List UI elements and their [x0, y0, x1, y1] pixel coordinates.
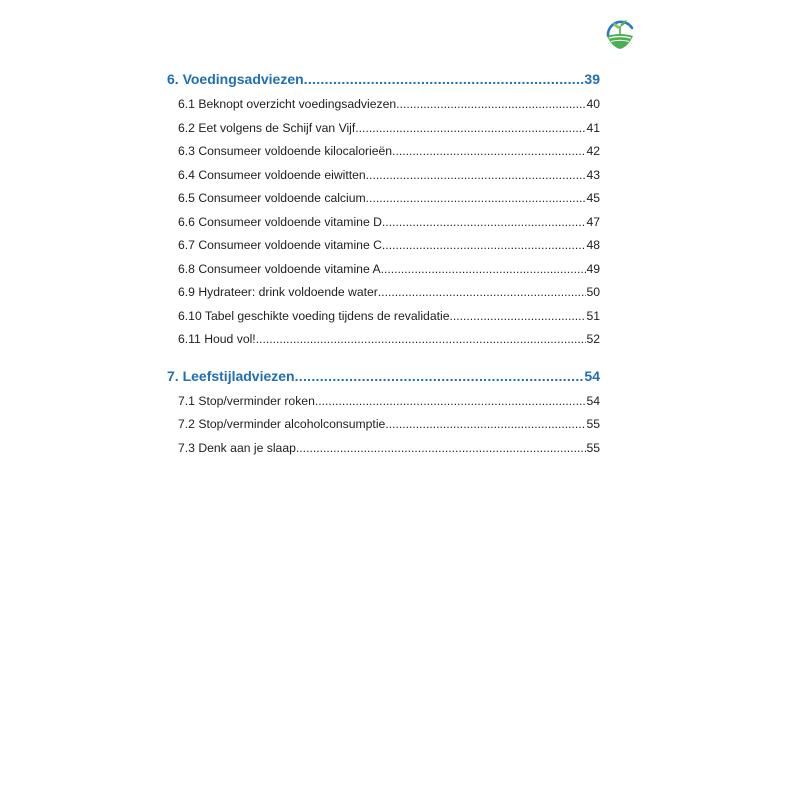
- dot-leader: [385, 413, 586, 437]
- toc-entry[interactable]: [167, 187, 600, 211]
- toc-entry[interactable]: [167, 390, 600, 414]
- entry-page: 49: [586, 258, 600, 282]
- toc-section-6: [167, 67, 600, 352]
- dot-leader: [295, 364, 585, 388]
- entry-title: 7.2 Stop/verminder alcoholconsumptie: [178, 413, 385, 437]
- entry-page: 54: [586, 390, 600, 414]
- toc-section-7: [167, 364, 600, 461]
- table-of-contents: [167, 67, 600, 460]
- toc-entry[interactable]: [167, 305, 600, 329]
- toc-entry[interactable]: [167, 437, 600, 461]
- toc-entry[interactable]: [167, 413, 600, 437]
- entry-page: 55: [586, 437, 600, 461]
- dot-leader: [304, 67, 585, 91]
- entry-title: 6.3 Consumeer voldoende kilocalorieën: [178, 140, 392, 164]
- sprout-logo: [604, 16, 636, 50]
- entry-title: 6.10 Tabel geschikte voeding tijdens de revalidatie: [178, 305, 449, 329]
- entry-page: 50: [586, 281, 600, 305]
- entry-title: 6.8 Consumeer voldoende vitamine A: [178, 258, 381, 282]
- toc-entry[interactable]: [167, 140, 600, 164]
- entry-title: 7.3 Denk aan je slaap: [178, 437, 296, 461]
- entry-title: 6.9 Hydrateer: drink voldoende water: [178, 281, 378, 305]
- dot-leader: [366, 164, 587, 188]
- chapter-page: 39: [584, 67, 600, 91]
- dot-leader: [449, 305, 586, 329]
- entry-page: 52: [586, 328, 600, 352]
- entry-title: 6.7 Consumeer voldoende vitamine C: [178, 234, 382, 258]
- entry-page: 51: [586, 305, 600, 329]
- entry-page: 48: [586, 234, 600, 258]
- entry-page: 42: [586, 140, 600, 164]
- entry-title: 6.2 Eet volgens de Schijf van Vijf: [178, 117, 355, 141]
- entry-page: 47: [586, 211, 600, 235]
- dot-leader: [355, 117, 586, 141]
- toc-entry[interactable]: [167, 258, 600, 282]
- entry-page: 41: [586, 117, 600, 141]
- toc-entry[interactable]: [167, 281, 600, 305]
- dot-leader: [256, 328, 587, 352]
- toc-entry[interactable]: [167, 117, 600, 141]
- dot-leader: [296, 437, 587, 461]
- dot-leader: [366, 187, 587, 211]
- dot-leader: [382, 211, 587, 235]
- toc-chapter-7[interactable]: [167, 364, 600, 388]
- chapter-title: 7. Leefstijladviezen: [167, 364, 295, 388]
- entry-title: 6.5 Consumeer voldoende calcium: [178, 187, 366, 211]
- entry-title: 6.11 Houd vol!: [178, 328, 256, 352]
- sprout-logo-icon: [604, 16, 636, 50]
- entry-page: 43: [586, 164, 600, 188]
- entry-page: 40: [586, 93, 600, 117]
- entry-title: 6.1 Beknopt overzicht voedingsadviezen: [178, 93, 396, 117]
- entry-page: 45: [586, 187, 600, 211]
- dot-leader: [396, 93, 586, 117]
- toc-entry[interactable]: [167, 328, 600, 352]
- toc-entry[interactable]: [167, 211, 600, 235]
- entry-page: 55: [586, 413, 600, 437]
- dot-leader: [392, 140, 586, 164]
- dot-leader: [381, 258, 587, 282]
- toc-chapter-6[interactable]: [167, 67, 600, 91]
- toc-entry[interactable]: [167, 93, 600, 117]
- entry-title: 6.6 Consumeer voldoende vitamine D: [178, 211, 382, 235]
- chapter-page: 54: [584, 364, 600, 388]
- dot-leader: [315, 390, 587, 414]
- dot-leader: [378, 281, 587, 305]
- entry-title: 6.4 Consumeer voldoende eiwitten: [178, 164, 366, 188]
- toc-entry[interactable]: [167, 234, 600, 258]
- dot-leader: [382, 234, 587, 258]
- chapter-title: 6. Voedingsadviezen: [167, 67, 304, 91]
- toc-entry[interactable]: [167, 164, 600, 188]
- entry-title: 7.1 Stop/verminder roken: [178, 390, 315, 414]
